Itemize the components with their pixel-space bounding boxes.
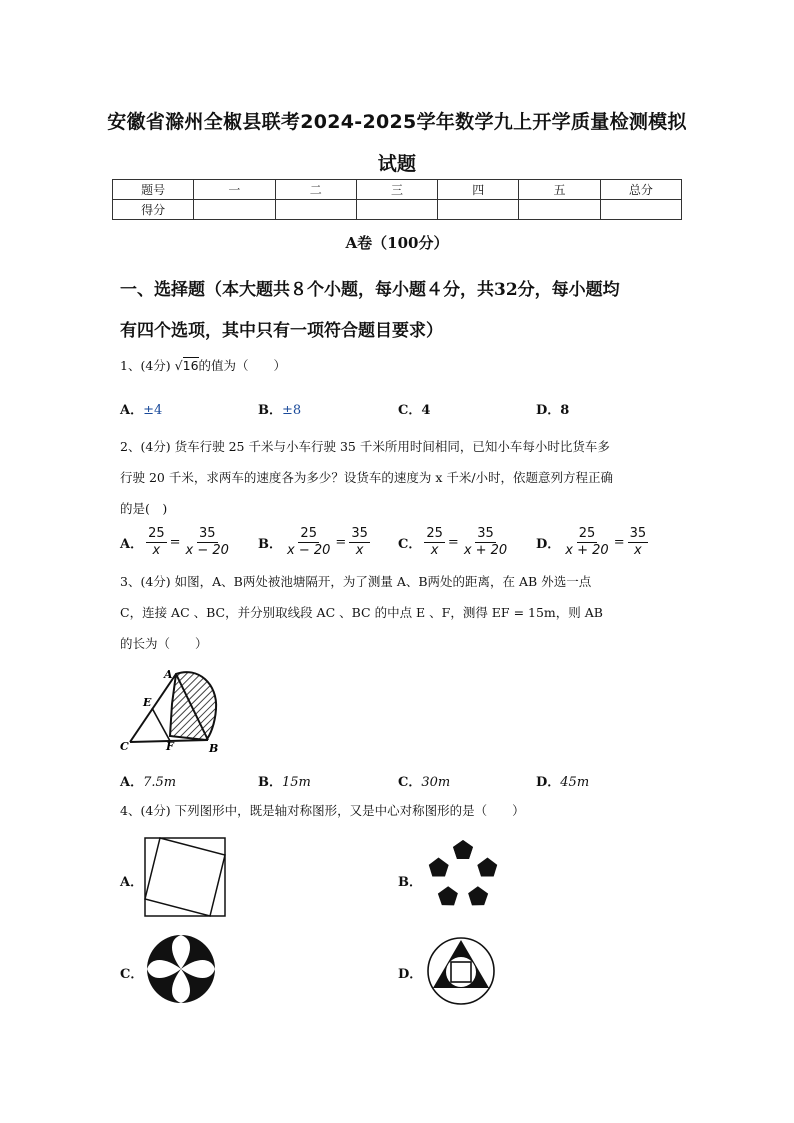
question-1-prefix: 1、(4分) [120,358,171,373]
q1-option-d[interactable]: D．8 [536,403,570,418]
fraction: $\frac{25}{x}$ [148,526,165,558]
score-table-header-row [113,180,682,200]
score-table [112,179,682,220]
label-e: E [143,696,152,709]
segment-ac [130,674,176,742]
score-table-score-row [113,200,682,220]
question-2-line2: 行驶 20 千米，求两车的速度各为多少？设货车的速度为 x 千米/小时，依题意列方程正确 [120,470,614,485]
q2-option-b[interactable]: B． $\frac{25}{x - 20}$ = $\frac{35}{x}$ [258,526,368,558]
pond-shape [170,672,216,740]
page-title-continued: 试题 [377,153,417,175]
label-c: C [120,740,129,753]
score-table-header-cell: 四 [438,180,519,200]
score-table-header-cell: 总分 [600,180,681,200]
question-3-line1: 3、(4分) 如图，A、B两处被池塘隔开，为了测量 A、B两处的距离，在 AB 外选一点 [120,574,592,589]
q3-option-a[interactable]: A．7.5m [120,775,177,790]
q3-option-c[interactable]: C．30m [398,775,451,790]
question-2-line1: 2、(4分) 货车行驶 25 千米与小车行驶 35 千米所用时间相同，已知小车每小时比货车多 [120,439,610,454]
score-cell[interactable] [519,200,600,220]
fraction: $\frac{35}{x}$ [351,526,368,558]
q2-option-d[interactable]: D． $\frac{25}{x + 20}$ = $\frac{35}{x}$ [536,526,647,558]
score-cell[interactable] [438,200,519,220]
score-table-header-cell: 五 [519,180,600,200]
pond-triangle-figure [118,664,228,754]
q4-figure-b[interactable] [426,838,500,912]
q4-figure-d[interactable] [426,936,496,1006]
q3-option-b[interactable]: B．15m [258,775,311,790]
score-cell[interactable] [194,200,275,220]
label-a: A [164,668,173,681]
score-cell[interactable] [275,200,356,220]
section-heading-line2: 有四个选项，其中只有一项符合题目要求） [120,321,443,341]
question-1-suffix: 的值为（ ） [198,358,287,373]
segment-ef [152,708,170,741]
question-2-line3: 的是( ) [120,501,168,516]
q2-option-c[interactable]: C． $\frac{25}{x}$ = $\frac{35}{x + 20}$ [398,526,508,558]
score-table-header-cell: 题号 [113,180,194,200]
fraction: $\frac{25}{x}$ [426,526,443,558]
volume-title: A卷（100分） [345,234,449,252]
q1-option-b[interactable]: B．±8 [258,403,302,418]
q4-option-d-label[interactable]: D． [398,967,423,982]
q4-option-a-label[interactable]: A． [120,875,144,890]
sqrt-radicand: 16 [182,358,199,373]
q1-option-c[interactable]: C．4 [398,403,431,418]
section-heading-line1: 一、选择题（本大题共８个小题，每小题４分，共32分，每小题均 [120,280,620,300]
question-4-line1: 4、(4分) 下列图形中，既是轴对称图形，又是中心对称图形的是（ ） [120,803,525,818]
q3-option-d[interactable]: D．45m [536,775,590,790]
label-f: F [166,740,174,753]
q4-figure-c[interactable] [145,933,217,1005]
page-title: 安徽省滁州全椒县联考2024-2025学年数学九上开学质量检测模拟 [107,111,687,133]
fraction: $\frac{35}{x}$ [629,526,647,558]
question-3-line2: C，连接 AC 、BC，并分别取线段 AC 、BC 的中点 E 、F，测得 EF = 15m，则 AB [120,605,603,620]
q2-option-a[interactable]: A． $\frac{25}{x}$ = $\frac{35}{x - 20}$ [120,526,229,558]
sqrt-expression: √16 [174,358,199,373]
fraction: $\frac{25}{x + 20}$ [565,526,609,558]
fraction: $\frac{25}{x - 20}$ [287,526,331,558]
score-cell[interactable] [356,200,437,220]
fraction: $\frac{35}{x + 20}$ [463,526,508,558]
score-table-header-cell: 一 [194,180,275,200]
label-b: B [209,742,219,754]
q4-option-b-label[interactable]: B． [398,875,422,890]
fraction: $\frac{35}{x - 20}$ [185,526,229,558]
question-1 [120,350,680,381]
q4-option-c-label[interactable]: C． [120,967,144,982]
score-cell[interactable] [600,200,681,220]
score-table-header-cell: 三 [356,180,437,200]
score-table-row-label: 得分 [113,200,194,220]
question-3-line3: 的长为（ ） [120,636,208,651]
q4-figure-a[interactable] [144,837,226,917]
q1-option-a[interactable]: A．±4 [120,403,163,418]
score-table-header-cell: 二 [275,180,356,200]
